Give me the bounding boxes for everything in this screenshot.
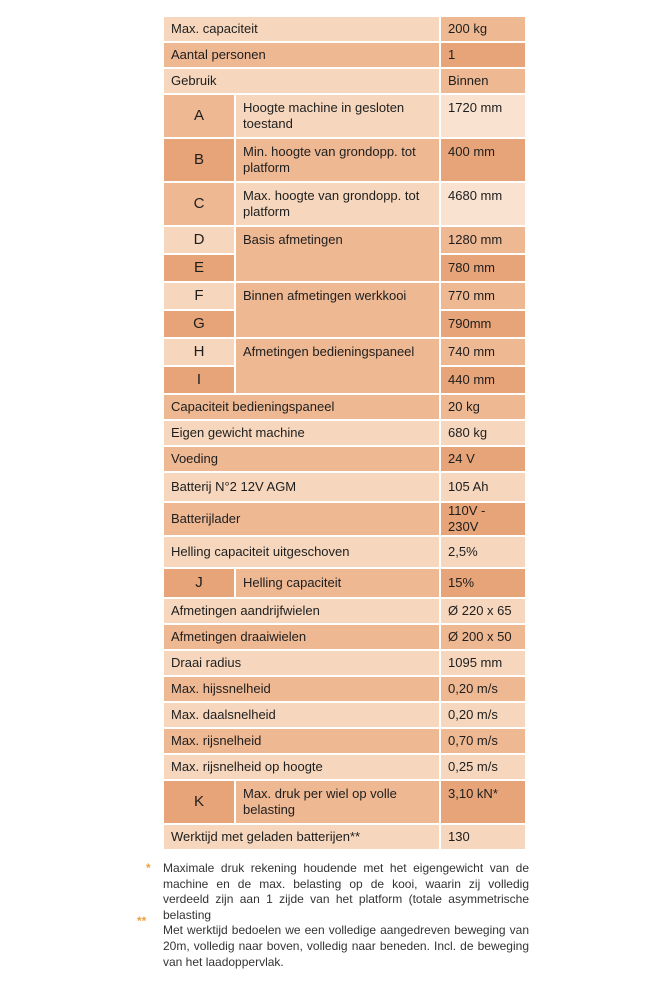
spec-label: Hoogte machine in gesloten toestand	[236, 95, 441, 139]
table-row	[164, 339, 525, 367]
table-row	[164, 677, 525, 703]
table-row	[164, 755, 525, 781]
spec-value: 440 mm	[441, 367, 525, 395]
spec-value: 770 mm	[441, 283, 525, 311]
table-row	[164, 227, 525, 255]
spec-label: Aantal personen	[164, 43, 441, 69]
spec-value: 3,10 kN*	[441, 781, 525, 825]
table-row	[164, 95, 525, 139]
table-row	[164, 395, 525, 421]
footnote	[137, 923, 529, 970]
spec-label: Max. capaciteit	[164, 17, 441, 43]
table-row	[164, 69, 525, 95]
dimension-letter: A	[164, 95, 236, 139]
footnotes	[137, 861, 529, 970]
dimension-letter: H	[164, 339, 236, 367]
spec-label: Afmetingen bedieningspaneel	[236, 339, 441, 395]
spec-value: 0,70 m/s	[441, 729, 525, 755]
spec-value: Ø 220 x 65	[441, 599, 525, 625]
table-row	[164, 825, 525, 851]
spec-value: 24 V	[441, 447, 525, 473]
spec-value: 1720 mm	[441, 95, 525, 139]
table-row	[164, 183, 525, 227]
spec-label: Binnen afmetingen werkkooi	[236, 283, 441, 339]
spec-label: Gebruik	[164, 69, 441, 95]
table-row	[164, 537, 525, 569]
table-row	[164, 703, 525, 729]
spec-label: Helling capaciteit uitgeschoven	[164, 537, 441, 569]
spec-label: Min. hoogte van grondopp. tot platform	[236, 139, 441, 183]
spec-value: 0,20 m/s	[441, 677, 525, 703]
footnote-text: Maximale druk rekening houdende met het eigengewicht van de machine en de max. belasting op de kooi, waarin zij volledig verdeeld zijn aan 1 zijde van het platform (totale asymmetrische belasting	[163, 861, 529, 922]
spec-value: 2,5%	[441, 537, 525, 569]
dimension-letter: I	[164, 367, 236, 395]
table-row	[164, 569, 525, 599]
dimension-letter: J	[164, 569, 236, 599]
spec-label: Helling capaciteit	[236, 569, 441, 599]
spec-value: 15%	[441, 569, 525, 599]
table-row	[164, 283, 525, 311]
spec-label: Batterij N°2 12V AGM	[164, 473, 441, 503]
footnote-marker: *	[146, 861, 151, 875]
dimension-letter: F	[164, 283, 236, 311]
table-row	[164, 599, 525, 625]
spec-label: Batterijlader	[164, 503, 441, 537]
spec-value: Binnen	[441, 69, 525, 95]
table-row	[164, 421, 525, 447]
spec-label: Voeding	[164, 447, 441, 473]
table-row	[164, 625, 525, 651]
dimension-letter: K	[164, 781, 236, 825]
dimension-letter: D	[164, 227, 236, 255]
table-row	[164, 651, 525, 677]
spec-label: Basis afmetingen	[236, 227, 441, 283]
spec-label: Max. hijssnelheid	[164, 677, 441, 703]
spec-label: Max. rijsnelheid	[164, 729, 441, 755]
spec-label: Max. rijsnelheid op hoogte	[164, 755, 441, 781]
table-row	[164, 473, 525, 503]
spec-value: 110V - 230V	[441, 503, 525, 537]
spec-label: Max. hoogte van grondopp. tot platform	[236, 183, 441, 227]
spec-value: 0,25 m/s	[441, 755, 525, 781]
spec-label: Draai radius	[164, 651, 441, 677]
table-row	[164, 729, 525, 755]
spec-value: 780 mm	[441, 255, 525, 283]
spec-label: Capaciteit bedieningspaneel	[164, 395, 441, 421]
spec-value: 1	[441, 43, 525, 69]
footnote-text: Met werktijd bedoelen we een volledige aangedreven beweging van 20m, volledig naar boven, volledig naar beneden. Incl. de beweging van het laadoppervlak.	[163, 923, 529, 969]
spec-value: 1095 mm	[441, 651, 525, 677]
spec-label: Max. druk per wiel op volle belasting	[236, 781, 441, 825]
spec-value: 400 mm	[441, 139, 525, 183]
spec-value: 790mm	[441, 311, 525, 339]
dimension-letter: G	[164, 311, 236, 339]
spec-value: 740 mm	[441, 339, 525, 367]
dimension-letter: C	[164, 183, 236, 227]
spec-value: 0,20 m/s	[441, 703, 525, 729]
spec-label: Afmetingen aandrijfwielen	[164, 599, 441, 625]
table-row	[164, 447, 525, 473]
spec-label: Afmetingen draaiwielen	[164, 625, 441, 651]
spec-value: 1280 mm	[441, 227, 525, 255]
spec-label: Werktijd met geladen batterijen**	[164, 825, 441, 851]
spec-value: 200 kg	[441, 17, 525, 43]
spec-value: 4680 mm	[441, 183, 525, 227]
table-row	[164, 503, 525, 537]
dimension-letter: B	[164, 139, 236, 183]
spec-value: 20 kg	[441, 395, 525, 421]
table-row	[164, 139, 525, 183]
spec-value: 130	[441, 825, 525, 851]
spec-label: Eigen gewicht machine	[164, 421, 441, 447]
table-row	[164, 781, 525, 825]
spec-value: 105 Ah	[441, 473, 525, 503]
table-row	[164, 17, 525, 43]
footnote	[137, 861, 529, 928]
spec-value: Ø 200 x 50	[441, 625, 525, 651]
footnote-marker: **	[137, 914, 147, 928]
spec-value: 680 kg	[441, 421, 525, 447]
specifications-table	[164, 17, 525, 851]
dimension-letter: E	[164, 255, 236, 283]
table-row	[164, 43, 525, 69]
spec-label: Max. daalsnelheid	[164, 703, 441, 729]
